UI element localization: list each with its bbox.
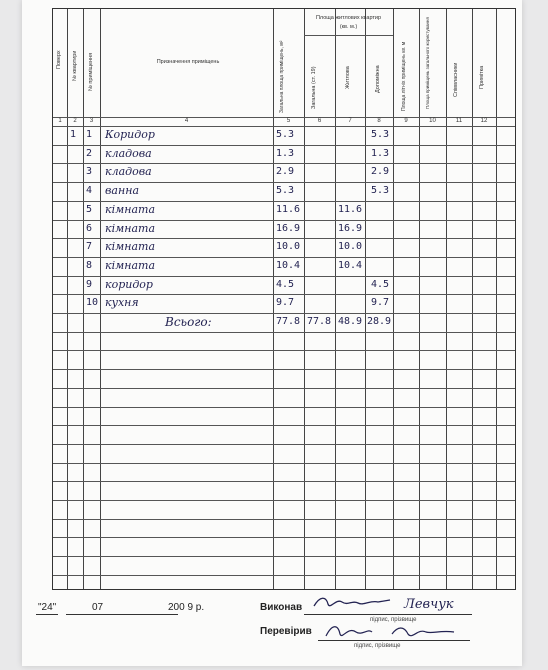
date-day-underline [36,614,58,615]
row-total-area: 11.6 [276,203,301,215]
row-divider [53,444,515,445]
row-floor: 1 [70,129,77,140]
row-aux-area: 1.3 [371,147,390,159]
header-common-area: Площа приміщень загального користування [425,17,430,109]
group-header-divider [304,35,393,36]
executed-label: Виконав [260,602,303,613]
signature-scribble-icon [312,594,392,612]
row-divider [53,313,515,314]
document-sheet [22,0,522,666]
header-room-number: № приміщення [88,52,94,91]
row-total-area: 4.5 [276,278,295,290]
column-divider [446,9,447,589]
column-number: 6 [317,118,322,124]
row-number: 1 [86,129,93,140]
row-divider [53,537,515,538]
row-aux-area: 4.5 [371,278,390,290]
row-aux-area: 9.7 [371,297,390,309]
row-living-area: 16.9 [338,222,363,234]
row-room-name: коридор [105,277,153,291]
row-number: 4 [86,185,93,197]
column-number: 4 [184,118,189,124]
checked-caption: підпис, прізвище [354,643,401,649]
row-room-name: ванна [105,184,140,198]
row-room-name: кімната [105,202,155,216]
header-total-area: Загальна площа приміщень, м² [279,40,285,113]
header-living-area-group: Площа житлових квартир [315,15,382,21]
signature-scribble-icon [322,622,462,642]
row-divider [53,407,515,408]
column-number: 11 [455,118,463,124]
row-room-name: кухня [105,296,139,310]
column-divider [83,9,84,589]
column-number: 2 [73,118,77,124]
row-living-area: 11.6 [338,203,363,215]
column-divider [472,9,473,589]
total-label: Всього: [165,315,212,329]
column-number: 1 [58,118,62,124]
column-number: 3 [89,118,94,124]
row-number: 6 [86,222,93,234]
row-room-name: кімната [105,240,155,254]
date-year: 200 9 р. [168,602,205,613]
header-co-owners: Співвласники [453,62,459,97]
row-number: 7 [86,241,93,253]
header-room-purpose: Призначення приміщень [156,59,220,65]
total-area-sum: 77.8 [276,316,301,327]
row-total-area: 9.7 [276,297,295,309]
column-divider [100,9,101,589]
row-number: 10 [86,297,99,309]
date-month: 07 [92,602,104,613]
row-divider [53,145,515,146]
row-room-name: кімната [105,258,155,272]
row-total-area: 5.3 [276,129,295,140]
row-divider [53,163,515,164]
executed-caption: підпис, прізвище [370,617,417,623]
column-divider [335,9,336,589]
row-divider [53,519,515,520]
column-number: 10 [429,118,436,124]
executed-name: Левчук [404,597,454,612]
date-day: "24" [38,602,57,613]
room-table [52,8,516,590]
column-divider [365,9,366,589]
row-total-area: 5.3 [276,185,295,197]
column-divider [393,9,394,589]
row-divider [53,238,515,239]
column-number: 9 [404,118,408,124]
row-total-area: 16.9 [276,222,301,234]
column-number: 8 [377,118,381,124]
row-divider [53,388,515,389]
header-auxiliary: Допоміжна [375,65,381,93]
column-number: 5 [286,118,291,124]
row-aux-area: 5.3 [371,129,390,140]
header-living: Житлова [345,66,351,89]
row-divider [53,350,515,351]
row-divider [53,463,515,464]
executed-signature [312,594,392,616]
date-month-underline [66,614,178,615]
column-divider [496,9,497,589]
row-living-area: 10.4 [338,259,363,271]
total-aux-area-sum: 28.9 [367,316,392,327]
header-floor: Поверх [56,50,62,69]
row-divider [53,369,515,370]
row-divider [53,257,515,258]
row-divider [53,332,515,333]
row-number: 8 [86,259,93,271]
row-room-name: Коридор [105,128,155,141]
row-total-area: 2.9 [276,166,295,178]
row-divider [53,220,515,221]
total-general-area-sum: 77.8 [307,316,332,327]
header-general-area: Загальна (ст. 19) [311,66,317,109]
checked-label: Перевірив [260,626,312,637]
header-apartment-number: № квартири [72,50,78,81]
row-room-name: кімната [105,221,155,235]
row-aux-area: 2.9 [371,166,390,178]
column-divider [419,9,420,589]
row-number: 5 [86,203,93,215]
row-divider [53,182,515,183]
header-note: Примітка [479,65,485,89]
row-total-area: 10.4 [276,259,301,271]
row-divider [53,575,515,576]
column-divider [304,9,305,589]
row-aux-area: 5.3 [371,185,390,197]
column-number: 12 [480,118,488,124]
row-total-area: 1.3 [276,147,295,159]
column-divider [273,9,274,589]
row-divider [53,556,515,557]
column-number: 7 [348,118,352,124]
row-divider [53,425,515,426]
row-room-name: кладова [105,165,152,179]
row-divider [53,294,515,295]
row-divider [53,276,515,277]
row-number: 2 [86,147,93,159]
row-divider [53,201,515,202]
header-summer-area: Площа літніх приміщень кв. м [401,41,407,111]
row-number: 3 [86,166,93,178]
header-living-area-units: (кв. м.) [339,24,358,30]
row-total-area: 10.0 [276,241,301,253]
column-divider [67,9,68,589]
row-divider [53,500,515,501]
row-living-area: 10.0 [338,241,363,253]
total-living-area-sum: 48.9 [338,316,363,327]
row-divider [53,481,515,482]
column-numbers-divider [53,126,515,127]
row-number: 9 [86,278,93,290]
row-room-name: кладова [105,146,152,160]
